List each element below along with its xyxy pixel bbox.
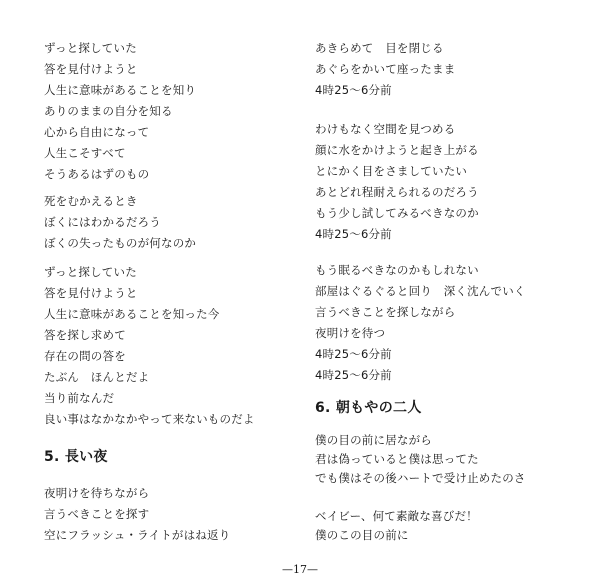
- lyric-line: 4時25～6分前: [315, 347, 392, 361]
- lyric-line: 死をむかえるとき: [44, 194, 138, 208]
- lyric-line: 心から自由になって: [44, 125, 150, 139]
- lyric-line: でも僕はその後ハートで受け止めたのさ: [315, 471, 526, 485]
- lyric-line: 僕の目の前に居ながら: [315, 433, 432, 447]
- lyric-line: あきらめて 目を閉じる: [315, 41, 444, 55]
- lyric-line: 人生に意味があることを知り: [44, 83, 197, 97]
- lyric-line: ぼくの失ったものが何なのか: [44, 236, 197, 250]
- lyric-line: ありのままの自分を知る: [44, 104, 173, 118]
- section-heading: 5. 長い夜: [44, 449, 108, 465]
- lyric-line: 答を見付けようと: [44, 286, 138, 300]
- page-number: —17—: [282, 563, 318, 576]
- lyric-line: 4時25～6分前: [315, 83, 392, 97]
- lyric-line: 答を探し求めて: [44, 328, 126, 342]
- lyric-line: 当り前なんだ: [44, 391, 115, 405]
- lyric-line: とにかく目をさましていたい: [315, 164, 468, 178]
- lyric-line: たぶん ほんとだよ: [44, 370, 150, 384]
- lyric-line: ずっと探していた: [44, 41, 137, 55]
- lyric-line: 顔に水をかけようと起き上がる: [315, 143, 479, 157]
- lyric-line: 4時25～6分前: [315, 368, 392, 382]
- lyric-line: 部屋はぐるぐると回り 深く沈んでいく: [315, 284, 526, 298]
- lyric-line: 良い事はなかなかやって来ないものだよ: [44, 412, 255, 426]
- lyric-line: 言うべきことを探しながら: [315, 305, 456, 319]
- lyric-line: 存在の問の答を: [44, 349, 126, 363]
- lyric-line: そうあるはずのもの: [44, 167, 150, 181]
- lyric-line: 夜明けを待つ: [315, 326, 386, 340]
- lyric-line: ずっと探していた: [44, 265, 137, 279]
- lyric-line: 僕のこの目の前に: [315, 528, 409, 542]
- section-heading: 6. 朝もやの二人: [315, 400, 422, 416]
- lyric-line: 君は偽っていると僕は思ってた: [315, 452, 479, 466]
- lyric-line: 夜明けを待ちながら: [44, 486, 150, 500]
- lyric-line: あぐらをかいて座ったまま: [315, 62, 456, 76]
- lyric-line: 人生こそすべて: [44, 146, 126, 160]
- lyric-line: あとどれ程耐えられるのだろう: [315, 185, 479, 199]
- lyric-line: 空にフラッシュ・ライトがはね返り: [44, 528, 231, 542]
- lyric-line: わけもなく空間を見つめる: [315, 122, 456, 136]
- lyric-line: もう少し試してみるべきなのか: [315, 206, 479, 220]
- lyric-line: もう眠るべきなのかもしれない: [315, 263, 479, 277]
- lyric-line: ベイビー、何て素敵な喜びだ！: [315, 509, 478, 523]
- lyric-line: 人生に意味があることを知った今: [44, 307, 220, 321]
- lyric-line: 言うべきことを探す: [44, 507, 150, 521]
- lyric-line: 答を見付けようと: [44, 62, 138, 76]
- lyric-line: ぼくにはわかるだろう: [44, 215, 161, 229]
- lyric-line: 4時25～6分前: [315, 227, 392, 241]
